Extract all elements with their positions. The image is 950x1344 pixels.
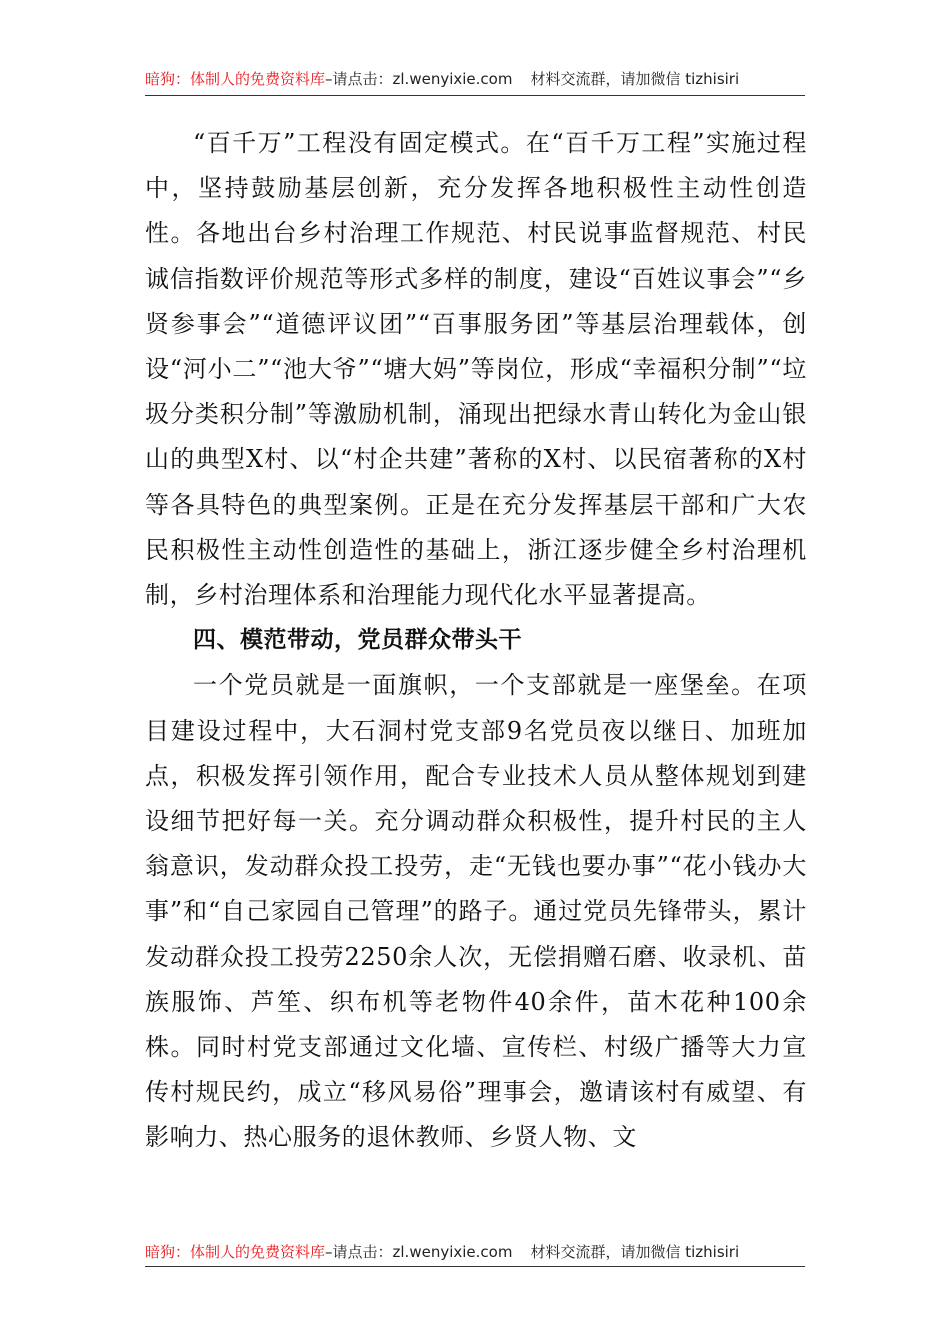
paragraph-1: “百千万”工程没有固定模式。在“百千万工程”实施过程中，坚持鼓励基层创新，充分发挥各地积极性主动性创造性。各地出台乡村治理工作规范、村民说事监督规范、村民诚信指数评价规范等形式多样的制度，建设“百姓议事会”“乡贤参事会”“道德评议团”“百事服务团”等基层治理载体，创设“河小二”“池大爷”“塘大妈”等岗位，形成“幸福积分制”“垃圾分类积分制”等激励机制，涌现出把绿水青山转化为金山银山的典型X村、以“村企共建”著称的X村、以民宿著称的X村等各具特色的典型案例。正是在充分发挥基层干部和广大农民积极性主动性创造性的基础上，浙江逐步健全乡村治理机制，乡村治理体系和治理能力现代化水平显著提高。	[145, 129, 807, 610]
section-heading-4: 四、模范带动，党员群众带头干	[193, 627, 522, 654]
footer-site-name: 暗狗：体制人的免费资料库	[145, 1243, 326, 1261]
header-contact-note: 材料交流群，请加微信 tizhisiri	[530, 70, 740, 88]
header-link-prompt[interactable]: –请点击：zl.wenyixie.com	[325, 70, 513, 88]
footer-divider	[145, 1266, 805, 1267]
header-site-name: 暗狗：体制人的免费资料库	[145, 70, 326, 88]
footer-contact-note: 材料交流群，请加微信 tizhisiri	[530, 1243, 740, 1261]
header-banner	[145, 66, 805, 92]
footer-link-prompt[interactable]: –请点击：zl.wenyixie.com	[325, 1243, 513, 1261]
paragraph-2: 一个党员就是一面旗帜，一个支部就是一座堡垒。在项目建设过程中，大石洞村党支部9名党员夜以继日、加班加点，积极发挥引领作用，配合专业技术人员从整体规划到建设细节把好每一关。充分调动群众积极性，提升村民的主人翁意识，发动群众投工投劳，走“无钱也要办事”“花小钱办大事”和“自己家园自己管理”的路子。通过党员先锋带头，累计发动群众投工投劳2250余人次，无偿捐赠石磨、收录机、苗族服饰、芦笙、织布机等老物件40余件，苗木花种100余株。同时村党支部通过文化墙、宣传栏、村级广播等大力宣传村规民约，成立“移风易俗”理事会，邀请该村有威望、有影响力、热心服务的退休教师、乡贤人物、文	[145, 671, 807, 1152]
footer-banner	[145, 1239, 805, 1265]
header-divider	[145, 95, 805, 96]
document-body	[145, 121, 807, 1161]
